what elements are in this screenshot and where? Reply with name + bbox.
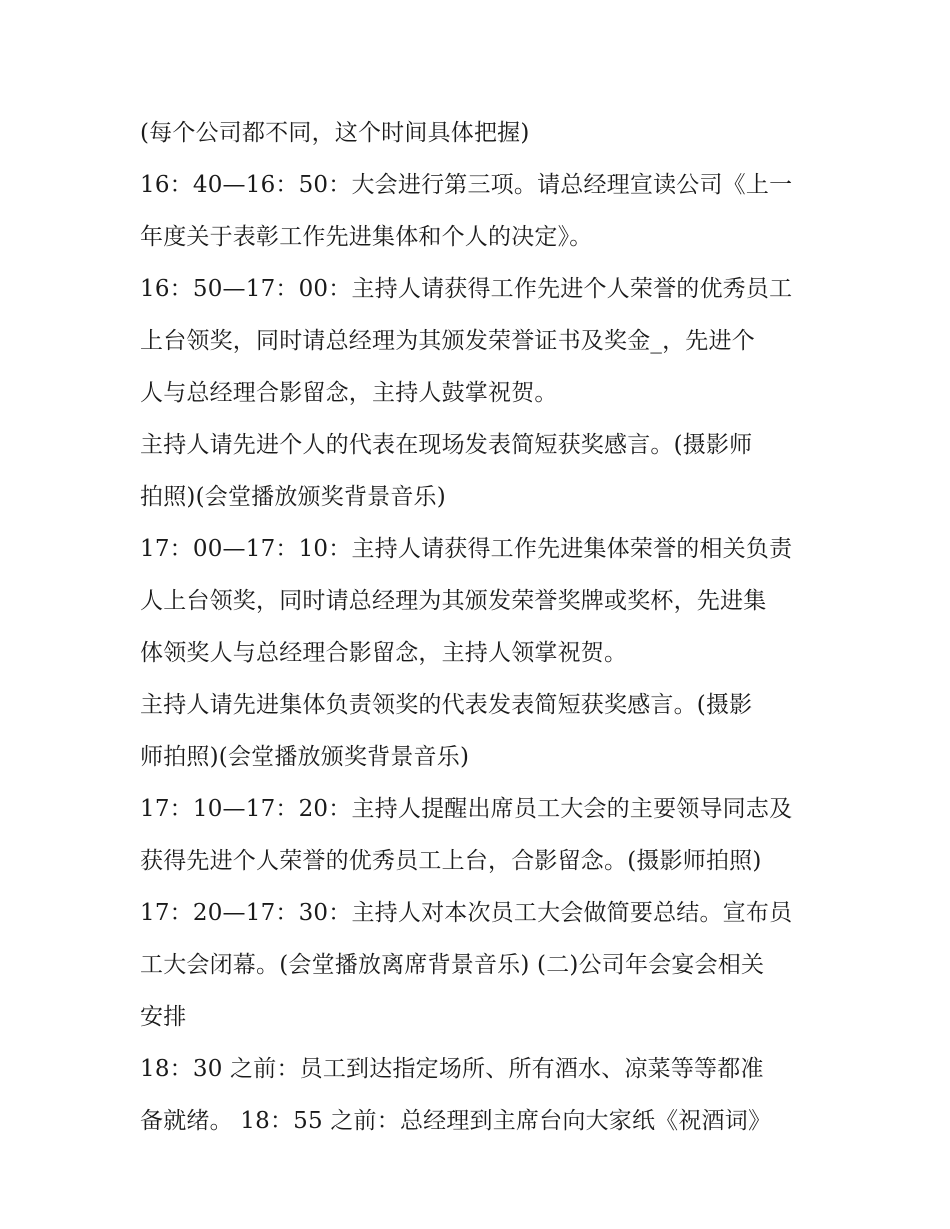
text-line: 主持人请先进个人的代表在现场发表简短获奖感言。(摄影师	[140, 432, 753, 458]
text-line: 主持人请先进集体负责领奖的代表发表简短获奖感言。(摄影	[140, 692, 753, 718]
text-line: 拍照)(会堂播放颁奖背景音乐)	[140, 484, 446, 510]
text-line: 工大会闭幕。(会堂播放离席背景音乐) (二)公司年会宴会相关	[140, 952, 765, 978]
text-line: 安排	[140, 1004, 187, 1030]
text-line: 年度关于表彰工作先进集体和个人的决定》。	[140, 224, 593, 250]
text-line: 上台领奖，同时请总经理为其颁发荣誉证书及奖金_，先进个	[140, 328, 755, 354]
text-line: 备就绪。 18：55 之前：总经理到主席台向大家纸《祝酒词》	[140, 1108, 772, 1134]
text-line: 人上台领奖，同时请总经理为其颁发荣誉奖牌或奖杯，先进集	[140, 588, 767, 614]
text-line: 18：30 之前：员工到达指定场所、所有酒水、凉菜等等都准	[140, 1056, 764, 1082]
text-line: 16：40—16：50：大会进行第三项。请总经理宣读公司《上一	[140, 172, 793, 198]
text-line: 获得先进个人荣誉的优秀员工上台，合影留念。(摄影师拍照)	[140, 848, 762, 874]
text-line: 17：00—17：10：主持人请获得工作先进集体荣誉的相关负责	[140, 536, 793, 562]
text-line: 16：50—17：00：主持人请获得工作先进个人荣誉的优秀员工	[140, 276, 793, 302]
text-line: (每个公司都不同，这个时间具体把握)	[140, 120, 530, 146]
document-body	[140, 107, 820, 1147]
text-line: 人与总经理合影留念，主持人鼓掌祝贺。	[140, 380, 558, 406]
text-line: 师拍照)(会堂播放颁奖背景音乐)	[140, 744, 470, 770]
text-line: 17：10—17：20：主持人提醒出席员工大会的主要领导同志及	[140, 796, 793, 822]
text-line: 17：20—17：30：主持人对本次员工大会做简要总结。宣布员	[140, 900, 793, 926]
text-line: 体领奖人与总经理合影留念，主持人领掌祝贺。	[140, 640, 628, 666]
